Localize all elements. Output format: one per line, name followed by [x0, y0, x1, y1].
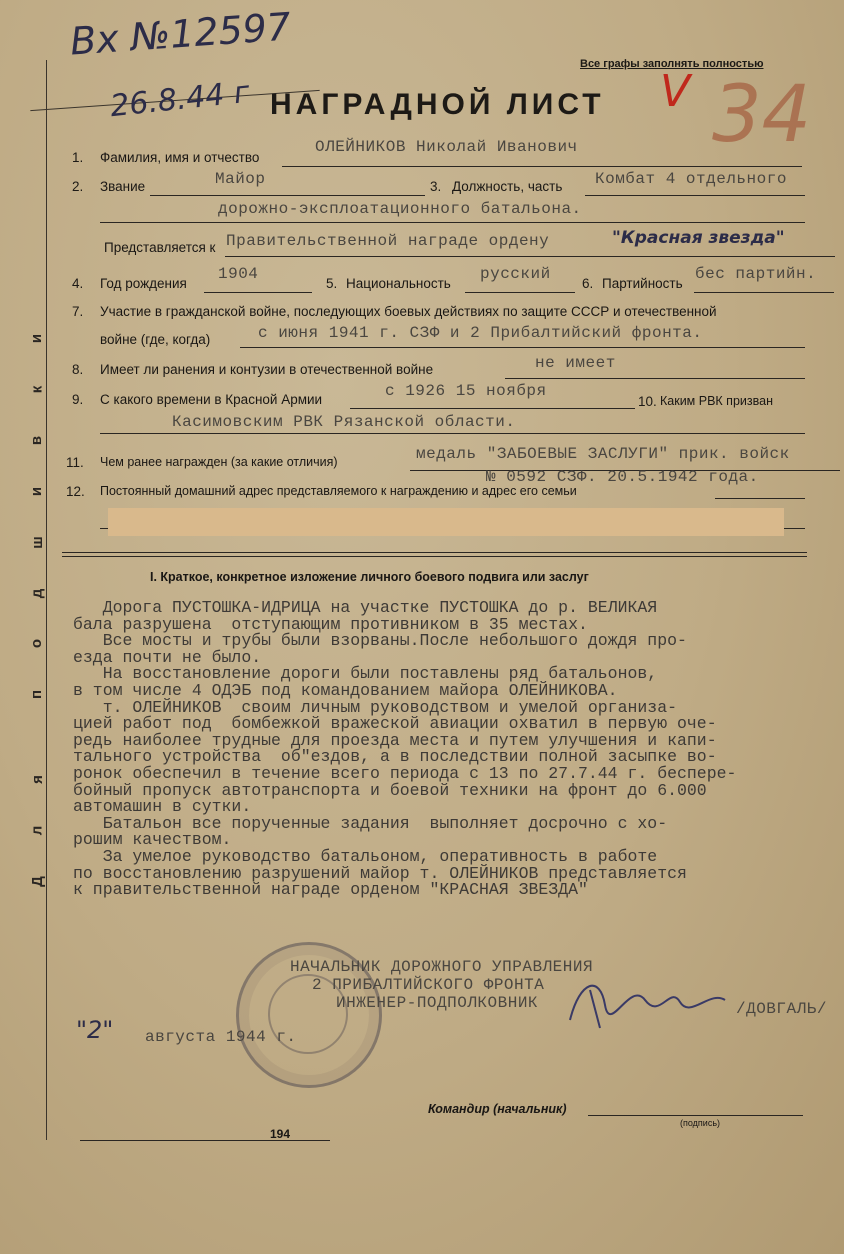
narrative-line: по восстановлению разрушений майор т. ОЛЕЙНИКОВ представляется: [73, 863, 687, 883]
narrative-line: в том числе 4 ОДЭБ под командованием майора ОЛЕЙНИКОВА.: [73, 680, 618, 700]
handwritten-date: 26.8.44 г: [108, 74, 252, 125]
narrative-line: редь наиболее трудные для проезда места и путем улучшения и капи-: [73, 730, 717, 750]
field-11-number: 11.: [66, 455, 84, 470]
field-3-line: [585, 195, 805, 196]
narrative-line: бойный пропуск автотранспорта и боевой техники на фронт до 6.000: [73, 780, 707, 800]
field-2-number: 2.: [72, 179, 84, 194]
field-6-line: [694, 292, 834, 293]
vertical-label-letter: я: [28, 775, 46, 785]
field-4-line: [204, 292, 312, 293]
field-5-value: русский: [480, 265, 551, 283]
field-1-value: ОЛЕЙНИКОВ Николай Иванович: [315, 138, 578, 156]
field-3-cont-line: [100, 222, 805, 223]
field-4-label: Год рождения: [100, 276, 187, 291]
narrative-line: к правительственной награде орденом "КРАСНАЯ ЗВЕЗДА": [73, 880, 588, 900]
field-8-value: не имеет: [535, 354, 616, 372]
signature-line-1: НАЧАЛЬНИК ДОРОЖНОГО УПРАВЛЕНИЯ: [290, 958, 594, 976]
signature-line-2: 2 ПРИБАЛТИЙСКОГО ФРОНТА: [312, 976, 545, 994]
field-5-label: Национальность: [346, 276, 451, 291]
field-11-value-2: № 0592 СЗФ. 20.5.1942 года.: [486, 468, 759, 486]
vertical-label-letter: Д: [28, 876, 46, 887]
field-1-label: Фамилия, имя и отчество: [100, 150, 260, 165]
field-3-label: Должность, часть: [452, 179, 563, 194]
field-10-value: Касимовским РВК Рязанской области.: [172, 413, 516, 431]
signatory-name: /ДОВГАЛЬ/: [736, 1000, 827, 1018]
field-10-label: Каким РВК призван: [660, 394, 773, 408]
vertical-label-letter: и: [28, 486, 46, 496]
redacted-address: [108, 508, 784, 536]
narrative-line: рошим качеством.: [73, 830, 232, 850]
vertical-binding-label: [22, 330, 52, 890]
vertical-label-letter: к: [28, 385, 46, 394]
commander-line: [588, 1115, 803, 1116]
narrative-line: тального устройства об"ездов, а в последствии полной засыпке во-: [73, 747, 717, 767]
date-line: [80, 1140, 330, 1141]
vertical-label-letter: и: [28, 333, 46, 344]
field-5-number: 5.: [326, 276, 338, 291]
vertical-label-letter: в: [28, 435, 46, 445]
represent-handwritten: "Красная звезда": [612, 228, 785, 248]
section-divider: [62, 552, 807, 557]
red-number: 34: [712, 70, 812, 160]
narrative-line: т. ОЛЕЙНИКОВ своим личным руководством и умелой организа-: [73, 697, 677, 717]
field-12-label: Постоянный домашний адрес представляемого к награждению и адрес его семьи: [100, 484, 577, 498]
field-10-line: [100, 433, 805, 434]
field-7-value: с июня 1941 г. СЗФ и 2 Прибалтийский фронта.: [258, 324, 703, 342]
narrative-line: Все мосты и трубы были взорваны.После небольшого дождя про-: [73, 631, 687, 651]
field-1-number: 1.: [72, 150, 84, 165]
signature-line-3: ИНЖЕНЕР-ПОДПОЛКОВНИК: [336, 994, 539, 1012]
date-day: "2": [76, 1016, 114, 1044]
field-12-number: 12.: [66, 484, 85, 499]
narrative-line: Батальон все порученные задания выполняет досрочно с хо-: [73, 813, 668, 833]
field-11-label: Чем ранее награжден (за какие отличия): [100, 455, 338, 469]
date-rest: августа 1944 г.: [145, 1028, 297, 1046]
archive-number: Вх №12597: [68, 4, 293, 64]
narrative-line: ронок обеспечил в течение всего периода с 13 по 27.7.44 г. беспере-: [73, 763, 737, 783]
field-12-line: [715, 498, 805, 499]
field-8-line: [505, 378, 805, 379]
field-11-value-1: медаль "ЗАБОЕВЫЕ ЗАСЛУГИ" прик. войск: [416, 445, 790, 463]
document-title: НАГРАДНОЙ ЛИСТ: [270, 88, 605, 121]
narrative-line: Дорога ПУСТОШКА-ИДРИЦА на участке ПУСТОШКА до р. ВЕЛИКАЯ: [73, 598, 658, 617]
field-2-value: Майор: [215, 170, 266, 188]
vertical-label-letter: л: [28, 825, 46, 836]
signature-caption: (подпись): [680, 1118, 721, 1128]
field-7-line: [240, 347, 805, 348]
field-9-number: 9.: [72, 392, 84, 407]
year-prefix: 194: [270, 1127, 291, 1141]
represent-value: Правительственной награде ордену: [226, 232, 550, 250]
field-7-number: 7.: [72, 304, 84, 319]
field-2-label: Звание: [100, 179, 146, 194]
section-heading: I. Краткое, конкретное изложение личного боевого подвига или заслуг: [150, 570, 589, 584]
field-3-value-cont: дорожно-эксплоатационного батальона.: [218, 200, 582, 218]
vertical-label-letter: о: [28, 639, 46, 649]
narrative-line: На восстановление дороги были поставлены ряд батальонов,: [73, 664, 658, 684]
red-check-mark: V: [660, 66, 691, 117]
vertical-label-letter: ш: [28, 535, 46, 549]
field-8-label: Имеет ли ранения и контузии в отечественной войне: [100, 362, 434, 377]
field-4-number: 4.: [72, 276, 84, 291]
narrative-text: [73, 600, 736, 899]
represent-line: [225, 256, 835, 257]
field-1-line: [282, 166, 802, 167]
field-5-line: [465, 292, 575, 293]
field-3-value: Комбат 4 отдельного: [595, 170, 787, 188]
narrative-line: цией работ под бомбежкой вражеской авиации охватил в первую оче-: [73, 714, 717, 734]
field-6-label: Партийность: [602, 276, 683, 291]
field-2-line: [150, 195, 425, 196]
narrative-line: езда почти не было.: [73, 647, 262, 667]
narrative-line: автомашин в сутки.: [73, 797, 252, 817]
commander-label: Командир (начальник): [428, 1102, 567, 1116]
field-3-number: 3.: [430, 179, 442, 194]
field-6-number: 6.: [582, 276, 594, 291]
narrative-line: бала разрушена отступающим противником в 35 местах.: [73, 614, 588, 634]
field-7-label-1: Участие в гражданской войне, последующих боевых действиях по защите СССР и отечественной: [100, 304, 717, 319]
field-6-value: бес партийн.: [695, 265, 817, 283]
field-4-value: 1904: [218, 265, 259, 283]
field-8-number: 8.: [72, 362, 84, 377]
field-9-line: [350, 408, 635, 409]
represent-label: Представляется к: [104, 240, 216, 255]
fill-note: Все графы заполнять полностью: [580, 58, 764, 70]
vertical-label-letter: д: [28, 588, 46, 598]
field-10-number: 10.: [638, 394, 657, 409]
field-7-label-2: войне (где, когда): [100, 332, 211, 347]
field-9-value: с 1926 15 ноября: [385, 382, 547, 400]
field-9-label: С какого времени в Красной Армии: [100, 392, 323, 407]
narrative-line: За умелое руководство батальоном, оперативность в работе: [73, 846, 658, 866]
handwritten-signature: [560, 970, 730, 1030]
vertical-label-letter: п: [28, 690, 46, 700]
